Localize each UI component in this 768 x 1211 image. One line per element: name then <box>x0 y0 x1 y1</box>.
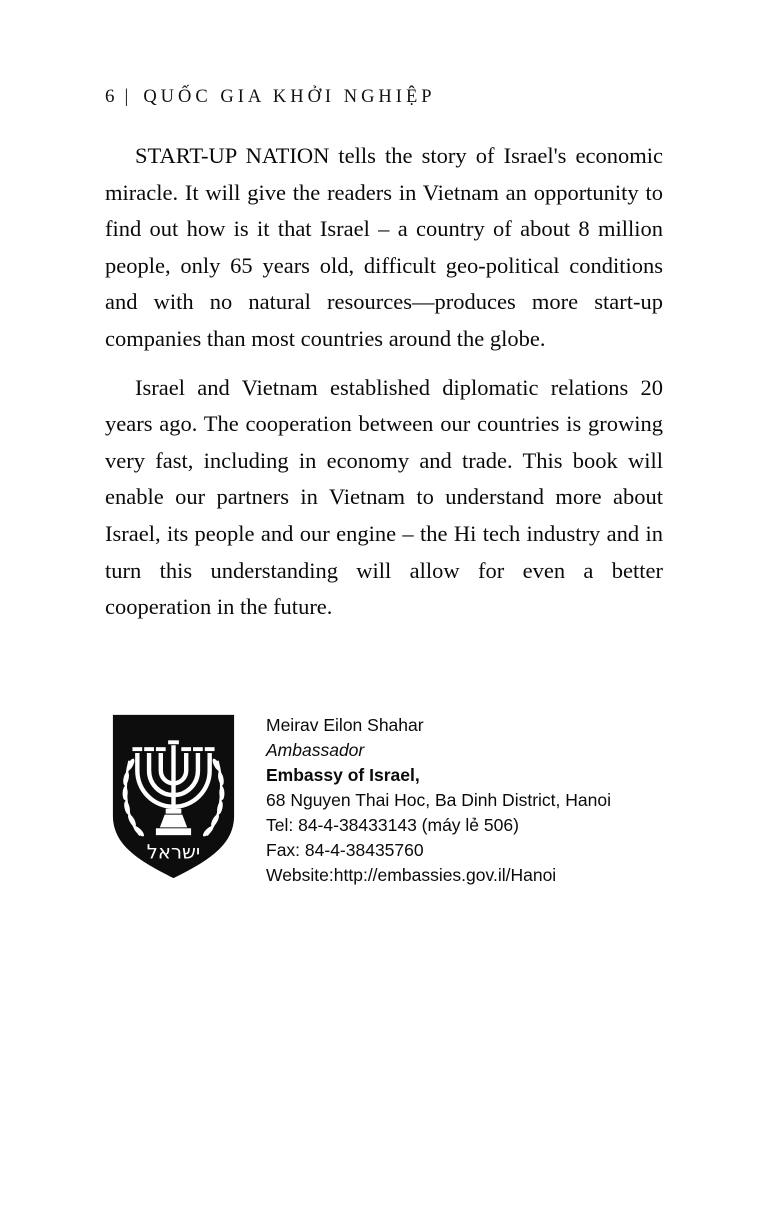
contact-website: Website:http://embassies.gov.il/Hanoi <box>266 865 557 885</box>
contact-lines <box>266 712 611 888</box>
israel-emblem-icon <box>105 712 242 884</box>
contact-block <box>105 712 611 888</box>
contact-fax: Fax: 84-4-38435760 <box>266 840 424 860</box>
contact-tel: Tel: 84-4-38433143 (máy lẻ 506) <box>266 815 519 835</box>
contact-name: Meirav Eilon Shahar <box>266 715 424 735</box>
paragraph-2: Israel and Vietnam established diplomatic relations 20 years ago. The cooperation between our countries is growing very fast, including in economy and trade. This book will enable our partners in Vietnam to understand more about Israel, its people and our engine – the Hi tech industry and in turn this understanding will allow for even a better cooperation in the future. <box>105 374 663 620</box>
page-header <box>105 86 663 108</box>
paragraph-1: START-UP NATION tells the story of Israel's economic miracle. It will give the readers in Vietnam an opportunity to find out how is it that Israel – a country of about 8 million people, only 65 years old, difficult geo-political conditions and with no natural resources—produces more start-up companies than most countries around the globe. <box>105 143 663 351</box>
contact-title: Ambassador <box>266 740 365 760</box>
book-title: QUỐC GIA KHỞI NGHIỆP <box>143 87 436 107</box>
emblem-hebrew-text: ישראל <box>146 840 201 864</box>
contact-address: 68 Nguyen Thai Hoc, Ba Dinh District, Hanoi <box>266 790 611 810</box>
body-text <box>105 138 663 638</box>
contact-organization: Embassy of Israel, <box>266 765 420 785</box>
page-number: 6 <box>105 86 115 107</box>
israel-emblem <box>105 712 242 884</box>
header-separator: | <box>124 86 130 107</box>
